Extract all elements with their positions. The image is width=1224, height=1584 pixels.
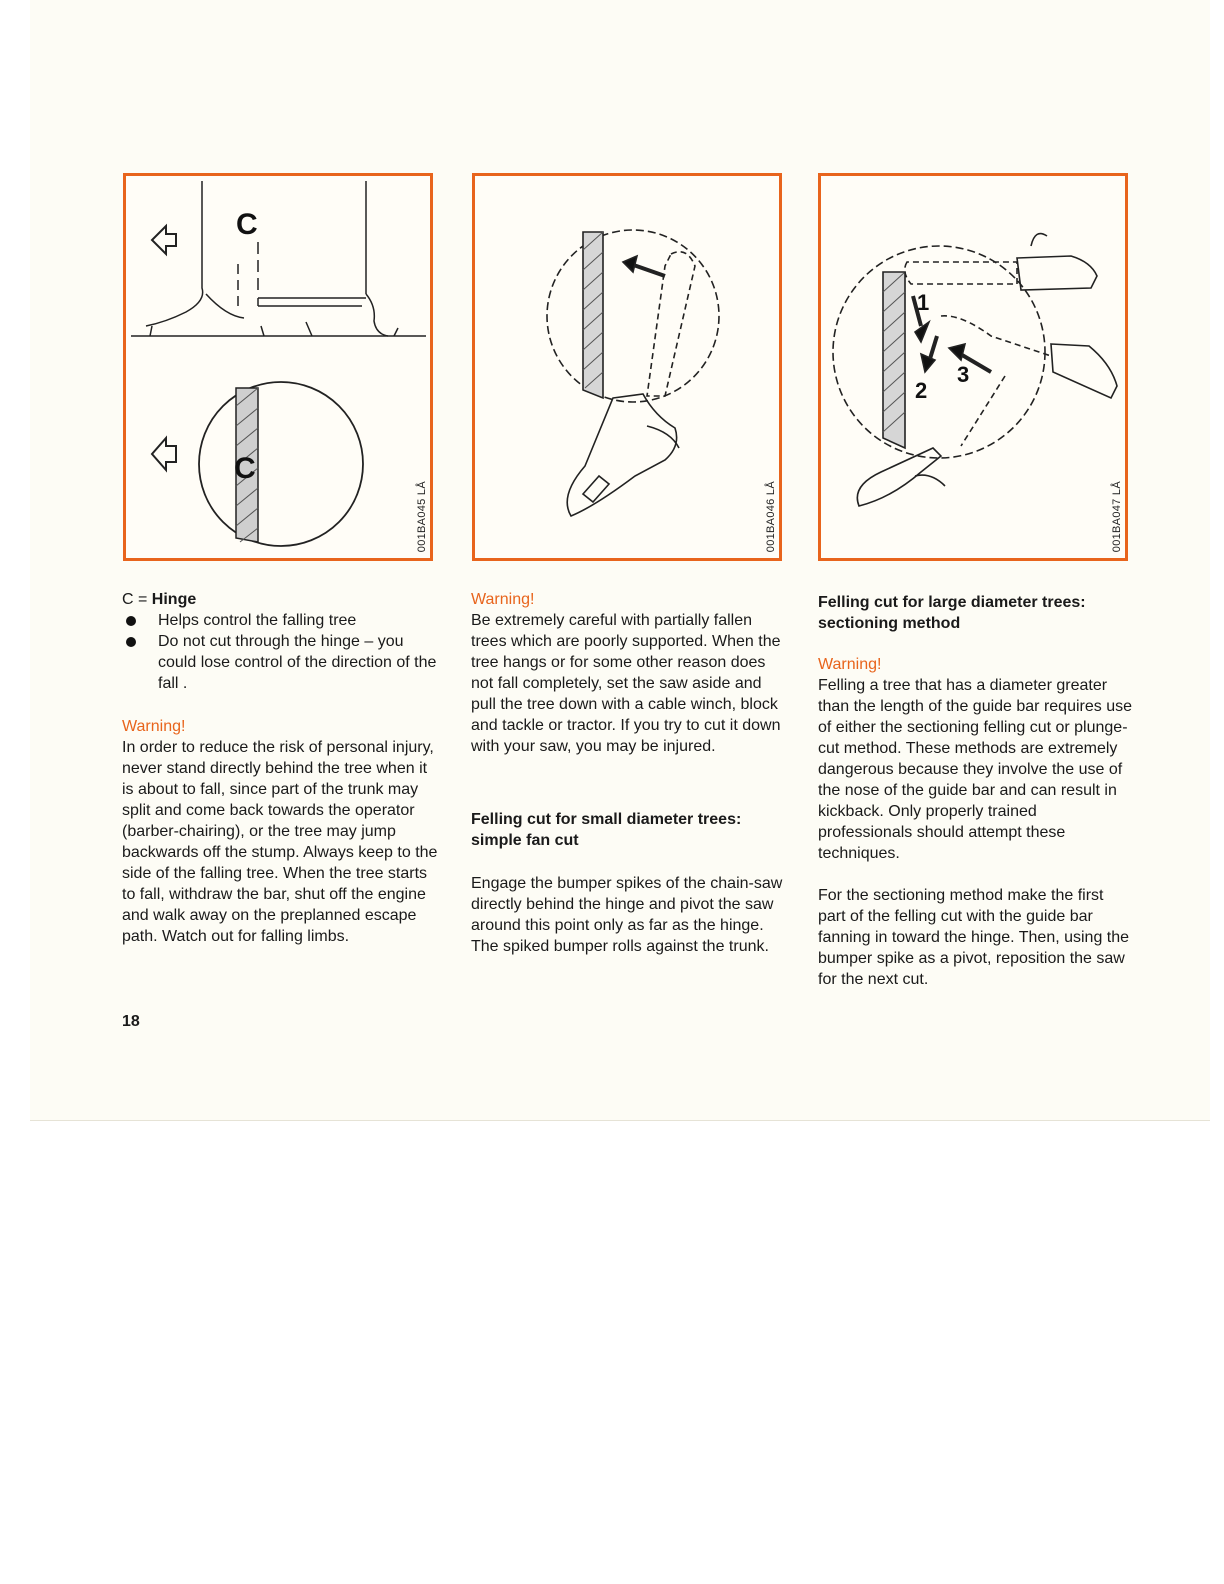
warning-text: Felling a tree that has a diameter greater than the length of the guide bar requires use of either the sectioning felling cut or plunge-cut method. These methods are extremely dangerous because they involve the use of the nose of the guide bar and can result in kickback. Only properly trained professionals should attempt these techniques. bbox=[818, 677, 1132, 862]
section-body: Engage the bumper spikes of the chain-saw directly behind the hinge and pivot the saw around this point only as far as the hinge. The spiked bumper rolls against the trunk. bbox=[471, 875, 783, 955]
fan-cut-figure bbox=[472, 173, 782, 561]
hinge-definition bbox=[122, 589, 438, 610]
figure-code: 001BA045 LÅ bbox=[416, 480, 428, 552]
sectioning-figure bbox=[818, 173, 1128, 561]
bullet-icon bbox=[126, 616, 136, 626]
hinge-key: C = bbox=[122, 591, 148, 608]
warning-text: In order to reduce the risk of personal injury, never stand directly behind the tree when it is about to fall, since part of the trunk may split and come back towards the operator (barber-chairing), or the tree may jump backwards off the stump. Always keep to the side of the falling tree. When the tree starts to fall, withdraw the bar, shut off the engine and walk away on the preplanned escape path. Watch out for falling limbs. bbox=[122, 739, 438, 945]
column-fan-cut bbox=[471, 589, 787, 957]
hinge-bullets bbox=[122, 610, 438, 694]
hinge-label-top: C bbox=[236, 208, 258, 241]
section-body: For the sectioning method make the first part of the felling cut with the guide bar fanning in toward the hinge. Then, using the bumper spike as a pivot, reposition the saw for the next cut. bbox=[818, 887, 1130, 988]
list-item: Do not cut through the hinge – you could lose control of the direction of the fall . bbox=[122, 631, 438, 694]
page-number: 18 bbox=[122, 1013, 140, 1030]
column-hinge bbox=[122, 589, 438, 947]
bullet-icon bbox=[126, 637, 136, 647]
hinge-label-bottom: C bbox=[234, 452, 256, 485]
step-3-label: 3 bbox=[957, 362, 970, 387]
step-2-label: 2 bbox=[915, 378, 928, 403]
list-item: Helps control the falling tree bbox=[122, 610, 438, 631]
warning-label: Warning! bbox=[471, 591, 535, 608]
hinge-figure bbox=[123, 173, 433, 561]
column-sectioning bbox=[818, 589, 1134, 990]
warning-text: Be extremely careful with partially fallen trees which are poorly supported. When the tree hangs or for some other reason does not fall completely, set the saw aside and pull the tree down with a cable winch, block and tackle or tractor. If you try to cut it down with your saw, you may be injured. bbox=[471, 612, 781, 755]
sectioning-diagram bbox=[821, 176, 1125, 558]
figure-code: 001BA046 LÅ bbox=[765, 480, 777, 552]
warning-label: Warning! bbox=[818, 656, 882, 673]
warning-label: Warning! bbox=[122, 718, 186, 735]
hinge-title: Hinge bbox=[151, 591, 197, 608]
step-1-label: 1 bbox=[917, 290, 930, 315]
section-heading: Felling cut for small diameter trees: simple fan cut bbox=[471, 811, 742, 849]
figure-code: 001BA047 LÅ bbox=[1111, 480, 1123, 552]
fan-cut-diagram bbox=[475, 176, 779, 558]
hinge-diagram bbox=[126, 176, 430, 558]
section-heading: Felling cut for large diameter trees: sectioning method bbox=[818, 594, 1086, 632]
